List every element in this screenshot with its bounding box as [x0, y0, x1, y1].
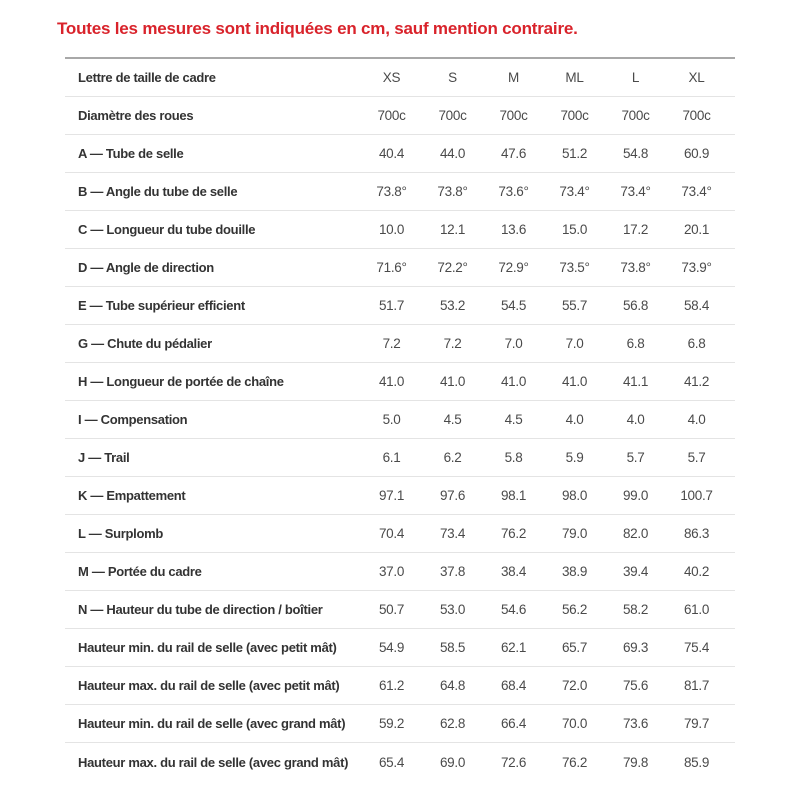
- value-cell: 5.9: [565, 450, 584, 465]
- value-cell: 56.8: [622, 298, 649, 313]
- row-label: G — Chute du pédalier: [78, 336, 212, 351]
- value-cell: 40.4: [378, 146, 405, 161]
- frame-geometry-table: [65, 57, 735, 781]
- value-cell: 58.2: [622, 602, 649, 617]
- value-cell: 7.2: [443, 336, 462, 351]
- row-label: A — Tube de selle: [78, 146, 184, 161]
- value-cell: 50.7: [378, 602, 405, 617]
- value-cell: 700c: [682, 108, 711, 123]
- row-label: M — Portée du cadre: [78, 564, 202, 579]
- table-row: [65, 287, 735, 325]
- value-cell: 37.8: [439, 564, 466, 579]
- value-cell: 4.0: [626, 412, 645, 427]
- value-cell: 75.4: [683, 640, 710, 655]
- value-cell: 61.2: [378, 678, 405, 693]
- table-row: [65, 363, 735, 401]
- value-cell: 700c: [560, 108, 589, 123]
- table-row: [65, 439, 735, 477]
- value-cell: 100.7: [680, 488, 713, 503]
- table-row: [65, 629, 735, 667]
- value-cell: 69.0: [439, 754, 466, 770]
- value-cell: 58.5: [439, 640, 466, 655]
- row-label: Hauteur min. du rail de selle (avec petit mât): [78, 640, 337, 655]
- row-label: D — Angle de direction: [78, 260, 214, 275]
- value-cell: 72.0: [561, 678, 588, 693]
- value-cell: 68.4: [500, 678, 527, 693]
- value-cell: 5.8: [504, 450, 523, 465]
- value-cell: 5.0: [382, 412, 401, 427]
- value-cell: 58.4: [683, 298, 710, 313]
- row-label: B — Angle du tube de selle: [78, 184, 238, 199]
- value-cell: 65.7: [561, 640, 588, 655]
- value-cell: 97.6: [439, 488, 466, 503]
- value-cell: 73.4°: [681, 184, 712, 199]
- value-cell: 37.0: [378, 564, 405, 579]
- value-cell: 4.0: [687, 412, 706, 427]
- size-column-header: XL: [688, 70, 705, 85]
- value-cell: 700c: [621, 108, 650, 123]
- size-column-header: S: [448, 70, 457, 85]
- row-label: I — Compensation: [78, 412, 188, 427]
- value-cell: 97.1: [378, 488, 405, 503]
- value-cell: 38.4: [500, 564, 527, 579]
- value-cell: 13.6: [500, 222, 527, 237]
- value-cell: 55.7: [561, 298, 588, 313]
- row-label: Hauteur min. du rail de selle (avec grand mât): [78, 716, 346, 731]
- value-cell: 700c: [438, 108, 467, 123]
- value-cell: 40.2: [683, 564, 710, 579]
- value-cell: 20.1: [683, 222, 710, 237]
- value-cell: 47.6: [500, 146, 527, 161]
- table-row: [65, 173, 735, 211]
- value-cell: 7.0: [565, 336, 584, 351]
- table-row: [65, 667, 735, 705]
- table-row: [65, 515, 735, 553]
- size-column-header: M: [508, 70, 519, 85]
- value-cell: 64.8: [439, 678, 466, 693]
- value-cell: 6.2: [443, 450, 462, 465]
- value-cell: 98.1: [500, 488, 527, 503]
- value-cell: 4.5: [443, 412, 462, 427]
- value-cell: 75.6: [622, 678, 649, 693]
- size-column-header: L: [631, 70, 640, 85]
- value-cell: 79.0: [561, 526, 588, 541]
- value-cell: 54.6: [500, 602, 527, 617]
- value-cell: 51.2: [561, 146, 588, 161]
- value-cell: 81.7: [683, 678, 710, 693]
- row-label: C — Longueur du tube douille: [78, 222, 256, 237]
- value-cell: 7.2: [382, 336, 401, 351]
- value-cell: 65.4: [378, 754, 405, 770]
- table-header-row: [65, 59, 735, 97]
- frame-size-letter-header-label: Lettre de taille de cadre: [78, 70, 216, 85]
- value-cell: 5.7: [626, 450, 645, 465]
- table-row: [65, 553, 735, 591]
- value-cell: 73.5°: [559, 260, 590, 275]
- table-row: [65, 705, 735, 743]
- value-cell: 73.6: [622, 716, 649, 731]
- value-cell: 72.9°: [498, 260, 529, 275]
- row-label: L — Surplomb: [78, 526, 163, 541]
- table-row: [65, 401, 735, 439]
- value-cell: 82.0: [622, 526, 649, 541]
- row-label: Hauteur max. du rail de selle (avec grand mât): [78, 754, 349, 770]
- value-cell: 73.4°: [620, 184, 651, 199]
- row-label: H — Longueur de portée de chaîne: [78, 374, 284, 389]
- value-cell: 62.1: [500, 640, 527, 655]
- size-column-header: ML: [565, 70, 584, 85]
- value-cell: 66.4: [500, 716, 527, 731]
- value-cell: 41.2: [683, 374, 710, 389]
- value-cell: 73.4°: [559, 184, 590, 199]
- value-cell: 71.6°: [376, 260, 407, 275]
- value-cell: 98.0: [561, 488, 588, 503]
- table-row: [65, 249, 735, 287]
- value-cell: 73.8°: [376, 184, 407, 199]
- value-cell: 73.8°: [620, 260, 651, 275]
- value-cell: 7.0: [504, 336, 523, 351]
- measurements-note-title: Toutes les mesures sont indiquées en cm, sauf mention contraire.: [57, 19, 578, 38]
- row-label: Hauteur max. du rail de selle (avec petit mât): [78, 678, 340, 693]
- row-label: E — Tube supérieur efficient: [78, 298, 245, 313]
- value-cell: 79.8: [622, 754, 649, 770]
- table-row: [65, 325, 735, 363]
- value-cell: 85.9: [683, 754, 710, 770]
- value-cell: 72.6: [500, 754, 527, 770]
- value-cell: 41.0: [561, 374, 588, 389]
- value-cell: 39.4: [622, 564, 649, 579]
- value-cell: 51.7: [378, 298, 405, 313]
- row-label: Diamètre des roues: [78, 108, 194, 123]
- value-cell: 73.4: [439, 526, 466, 541]
- value-cell: 6.1: [382, 450, 401, 465]
- value-cell: 17.2: [622, 222, 649, 237]
- table-row: [65, 135, 735, 173]
- value-cell: 6.8: [687, 336, 706, 351]
- value-cell: 79.7: [683, 716, 710, 731]
- row-label: J — Trail: [78, 450, 130, 465]
- table-row: [65, 591, 735, 629]
- table-row: [65, 477, 735, 515]
- value-cell: 4.0: [565, 412, 584, 427]
- value-cell: 99.0: [622, 488, 649, 503]
- value-cell: 70.4: [378, 526, 405, 541]
- value-cell: 41.0: [439, 374, 466, 389]
- value-cell: 73.8°: [437, 184, 468, 199]
- row-label: K — Empattement: [78, 488, 186, 503]
- value-cell: 41.0: [500, 374, 527, 389]
- value-cell: 73.6°: [498, 184, 529, 199]
- value-cell: 6.8: [626, 336, 645, 351]
- table-row: [65, 211, 735, 249]
- value-cell: 15.0: [561, 222, 588, 237]
- value-cell: 41.0: [378, 374, 405, 389]
- value-cell: 86.3: [683, 526, 710, 541]
- value-cell: 59.2: [378, 716, 405, 731]
- value-cell: 44.0: [439, 146, 466, 161]
- value-cell: 70.0: [561, 716, 588, 731]
- value-cell: 54.8: [622, 146, 649, 161]
- value-cell: 38.9: [561, 564, 588, 579]
- value-cell: 700c: [377, 108, 406, 123]
- value-cell: 56.2: [561, 602, 588, 617]
- value-cell: 54.9: [378, 640, 405, 655]
- table-row: [65, 97, 735, 135]
- value-cell: 54.5: [500, 298, 527, 313]
- value-cell: 76.2: [500, 526, 527, 541]
- row-label: N — Hauteur du tube de direction / boîtier: [78, 602, 323, 617]
- value-cell: 61.0: [683, 602, 710, 617]
- value-cell: 700c: [499, 108, 528, 123]
- value-cell: 62.8: [439, 716, 466, 731]
- value-cell: 12.1: [439, 222, 466, 237]
- value-cell: 10.0: [378, 222, 405, 237]
- value-cell: 41.1: [622, 374, 649, 389]
- value-cell: 73.9°: [681, 260, 712, 275]
- value-cell: 72.2°: [437, 260, 468, 275]
- value-cell: 5.7: [687, 450, 706, 465]
- table-row: [65, 743, 735, 781]
- value-cell: 69.3: [622, 640, 649, 655]
- value-cell: 76.2: [561, 754, 588, 770]
- size-column-header: XS: [382, 70, 401, 85]
- value-cell: 53.0: [439, 602, 466, 617]
- value-cell: 4.5: [504, 412, 523, 427]
- value-cell: 53.2: [439, 298, 466, 313]
- value-cell: 60.9: [683, 146, 710, 161]
